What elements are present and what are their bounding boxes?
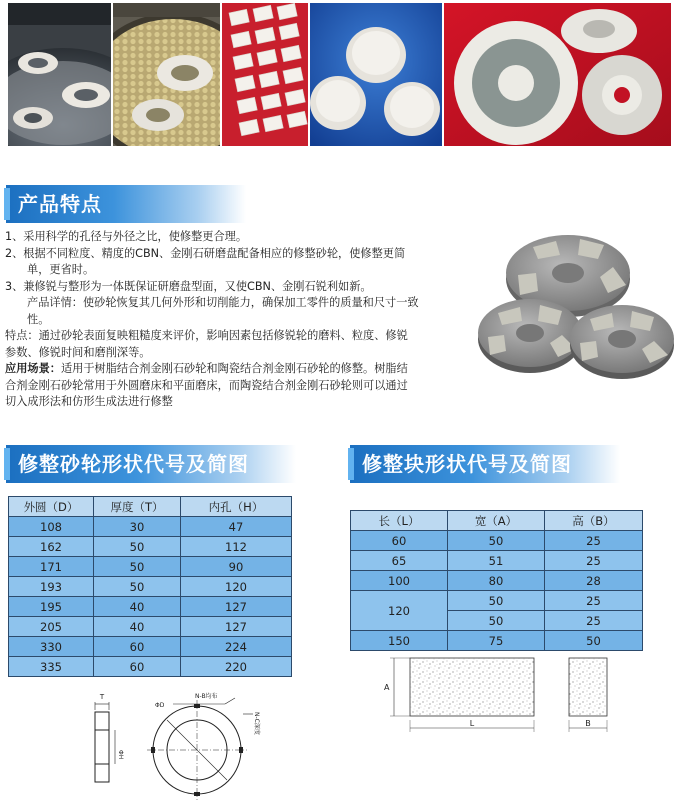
photo-dressing-blocks	[222, 3, 308, 146]
label-l: L	[469, 719, 475, 728]
table-cell-merged: 120	[351, 591, 448, 631]
block-end-view	[569, 658, 607, 716]
application-text-1: 适用于树脂结合剂金刚石砂轮和陶瓷结合剂金刚石砂轮的修整。树脂结	[60, 362, 408, 375]
table-row	[9, 537, 292, 557]
table-cell: 112	[181, 537, 292, 557]
header-width: 宽（A）	[448, 511, 545, 531]
table-cell: 193	[9, 577, 94, 597]
table-cell: 60	[94, 657, 181, 677]
table-cell: 171	[9, 557, 94, 577]
table-cell: 47	[181, 517, 292, 537]
wheel-side-view	[95, 712, 109, 782]
table-cell: 50	[94, 577, 181, 597]
application-line-3: 切入成形法和仿形生成法进行修整	[5, 395, 173, 408]
header-length: 长（L）	[351, 511, 448, 531]
table-row	[9, 637, 292, 657]
table-row	[9, 577, 292, 597]
table-cell: 25	[545, 531, 643, 551]
table-cell: 330	[9, 637, 94, 657]
table-cell: 220	[181, 657, 292, 677]
header-thickness: 厚度（T）	[94, 497, 181, 517]
header-inner-hole: 内孔（H）	[181, 497, 292, 517]
table-cell: 25	[545, 611, 643, 631]
table-cell: 28	[545, 571, 643, 591]
table-cell: 25	[545, 551, 643, 571]
wheel-spec-table	[8, 496, 292, 677]
wheel-section-heading: 修整砂轮形状代号及简图	[6, 445, 296, 483]
block-section-heading: 修整块形状代号及简图	[350, 445, 620, 483]
feature-item-1: 1、采用科学的孔径与外径之比，使修整更合理。	[5, 230, 248, 243]
header-outer-diameter: 外圆（D）	[9, 497, 94, 517]
table-row	[9, 657, 292, 677]
table-cell: 30	[94, 517, 181, 537]
table-cell: 108	[9, 517, 94, 537]
table-cell: 75	[448, 631, 545, 651]
photo-grinding-machine	[8, 3, 111, 146]
feature-note-2: 参数、修锐时间和磨削深等。	[5, 345, 151, 359]
label-a: A	[384, 683, 390, 692]
table-cell: 127	[181, 617, 292, 637]
table-row	[351, 571, 643, 591]
features-heading: 产品特点	[6, 185, 246, 223]
table-cell: 335	[9, 657, 94, 677]
features-list	[5, 229, 475, 411]
photo-lapping-plate	[113, 3, 220, 146]
table-cell: 50	[448, 531, 545, 551]
label-d: ΦD	[155, 702, 165, 709]
application-line-2: 合剂金刚石砂轮常用于外圆磨床和平面磨床，而陶瓷结合剂金刚石砂轮则可以通过	[5, 378, 408, 392]
application-line-1	[5, 361, 475, 378]
photo-ring-wheels	[444, 3, 671, 146]
table-cell: 90	[181, 557, 292, 577]
header-height: 高（B）	[545, 511, 643, 531]
table-cell: 205	[9, 617, 94, 637]
table-cell: 80	[448, 571, 545, 591]
product-detail: 产品详情：使砂轮恢复其几何外形和切削能力，确保加工零件的质量和尺寸一致	[27, 296, 419, 309]
label-nc: N-C深度	[253, 712, 260, 735]
table-cell: 195	[9, 597, 94, 617]
table-cell: 120	[181, 577, 292, 597]
table-cell: 50	[545, 631, 643, 651]
application-label: 应用场景：	[5, 362, 61, 375]
table-cell: 60	[94, 637, 181, 657]
table-cell: 50	[94, 537, 181, 557]
table-cell: 224	[181, 637, 292, 657]
table-header-row	[9, 497, 292, 517]
feature-item-3: 3、兼修锐与整形为一体既保证研磨盘型面，又使CBN、金刚石锐利如新。	[5, 279, 372, 293]
table-row	[9, 597, 292, 617]
table-cell: 150	[351, 631, 448, 651]
table-row	[351, 631, 643, 651]
table-row	[351, 551, 643, 571]
table-row	[351, 591, 643, 611]
label-h: ΦH	[117, 750, 124, 760]
label-nb: N-B均布	[195, 693, 218, 700]
feature-item-2-cont: 单，更省时。	[27, 263, 95, 276]
table-cell: 127	[181, 597, 292, 617]
product-photo-dressing-rings	[478, 227, 678, 387]
wheel-drawing	[85, 690, 280, 805]
table-cell: 51	[448, 551, 545, 571]
block-spec-table	[350, 510, 643, 651]
table-cell: 100	[351, 571, 448, 591]
table-cell: 50	[448, 591, 545, 611]
label-t: T	[99, 693, 105, 701]
table-cell: 60	[351, 531, 448, 551]
table-cell: 50	[448, 611, 545, 631]
table-cell: 40	[94, 617, 181, 637]
table-header-row	[351, 511, 643, 531]
table-cell: 40	[94, 597, 181, 617]
feature-item-2: 2、根据不同粒度、精度的CBN、金刚石研磨盘配备相应的修整砂轮，使修整更简	[5, 246, 406, 260]
photo-strip	[8, 3, 671, 146]
block-front-view	[410, 658, 534, 716]
table-cell: 162	[9, 537, 94, 557]
table-row	[9, 617, 292, 637]
table-row	[9, 557, 292, 577]
label-b: B	[585, 719, 591, 728]
table-cell: 65	[351, 551, 448, 571]
photo-white-discs	[310, 3, 442, 146]
table-cell: 50	[94, 557, 181, 577]
block-drawing	[372, 650, 617, 735]
table-row	[9, 517, 292, 537]
table-row	[351, 531, 643, 551]
product-detail-cont: 性。	[27, 312, 50, 326]
table-cell: 25	[545, 591, 643, 611]
feature-note-1: 特点：通过砂轮表面复映粗糙度来评价，影响因素包括修锐轮的磨料、粒度、修锐	[5, 329, 408, 342]
